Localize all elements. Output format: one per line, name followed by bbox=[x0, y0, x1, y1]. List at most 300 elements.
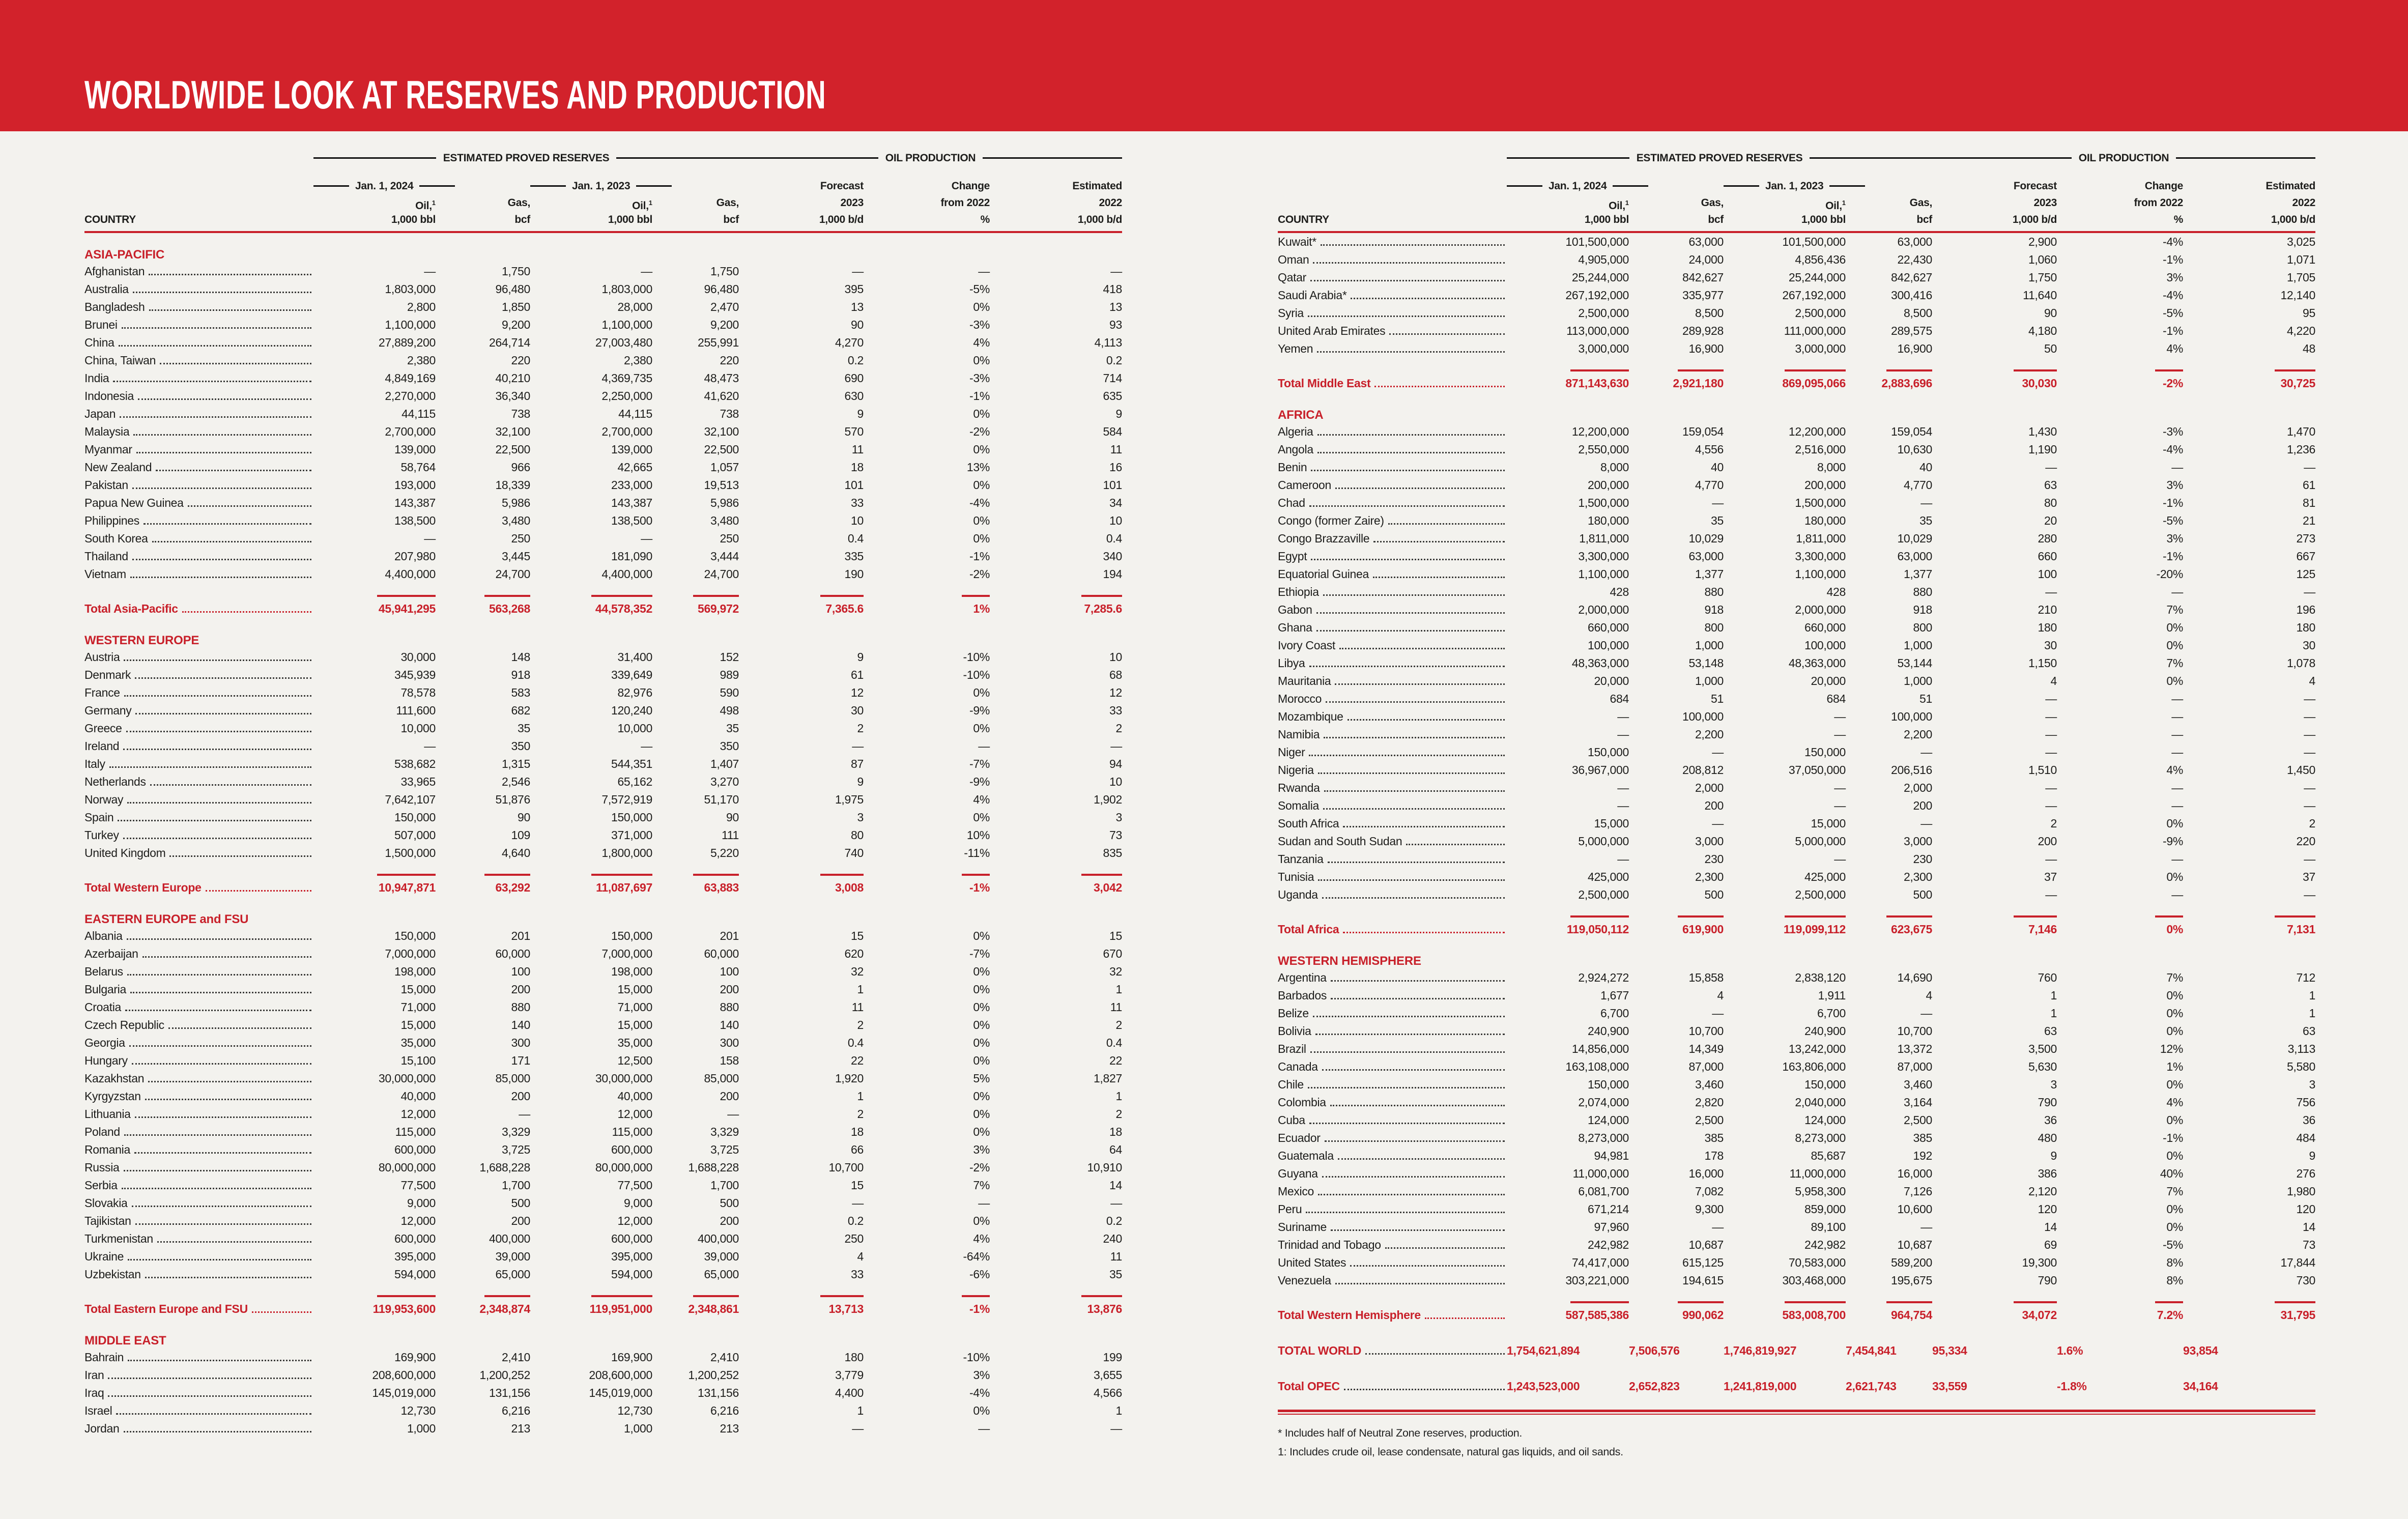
dot-leader bbox=[152, 541, 311, 542]
value-cell: 5,220 bbox=[710, 846, 739, 859]
total-rule-bar bbox=[1678, 1301, 1724, 1303]
country-cell: Japan bbox=[84, 405, 313, 423]
value-cell: 1,150 bbox=[2028, 656, 2057, 670]
value-cell: 12,730 bbox=[400, 1404, 436, 1417]
value-cell: 2,000 bbox=[1695, 781, 1724, 794]
total-row bbox=[84, 1299, 1122, 1319]
value-cell: 880 bbox=[511, 1000, 530, 1014]
value-cell: 200 bbox=[2038, 835, 2057, 848]
value-cell: 178 bbox=[1704, 1149, 1724, 1162]
country-cell: Czech Republic bbox=[84, 1016, 313, 1034]
value-cell: — bbox=[978, 265, 990, 278]
table-row bbox=[84, 405, 1122, 423]
value-cell: 80,000,000 bbox=[378, 1161, 436, 1174]
value-cell: 2,546 bbox=[501, 775, 530, 788]
value-cell: 4% bbox=[973, 793, 990, 806]
value-cell: 1,500,000 bbox=[1795, 496, 1846, 509]
value-cell: 250 bbox=[844, 1232, 864, 1245]
country-cell: Lithuania bbox=[84, 1105, 313, 1123]
table-row bbox=[1278, 286, 2315, 304]
dot-leader bbox=[182, 611, 311, 613]
value-cell: -2% bbox=[2162, 377, 2183, 390]
value-cell: 5,000,000 bbox=[1795, 835, 1846, 848]
value-cell: — bbox=[2045, 585, 2057, 598]
value-cell: -3% bbox=[969, 318, 990, 331]
value-cell: 0% bbox=[973, 514, 990, 527]
value-cell: 400,000 bbox=[697, 1232, 739, 1245]
value-cell: 1,078 bbox=[2286, 656, 2315, 670]
value-cell: 32 bbox=[851, 965, 864, 978]
country-cell: Cuba bbox=[1278, 1111, 1507, 1129]
value-cell: — bbox=[2171, 781, 2183, 794]
value-cell: 163,108,000 bbox=[1565, 1060, 1629, 1073]
value-cell: 0% bbox=[973, 354, 990, 367]
value-cell: 208,600,000 bbox=[372, 1368, 436, 1382]
value-cell: 990,062 bbox=[1682, 1308, 1724, 1322]
value-cell: 1,677 bbox=[1600, 989, 1629, 1002]
value-cell: — bbox=[2304, 728, 2315, 741]
country-cell: Papua New Guinea bbox=[84, 494, 313, 512]
value-cell: 14,690 bbox=[1897, 971, 1932, 984]
value-cell: 859,000 bbox=[1804, 1202, 1846, 1216]
value-cell: 6,700 bbox=[1817, 1007, 1846, 1020]
value-cell: 3,042 bbox=[1093, 881, 1122, 894]
value-cell: 1,803,000 bbox=[601, 282, 652, 296]
value-cell: 371,000 bbox=[611, 828, 652, 842]
pct-unit-label: % bbox=[980, 214, 990, 225]
value-cell: 169,900 bbox=[611, 1351, 652, 1364]
dot-leader bbox=[109, 766, 311, 768]
value-cell: 4 bbox=[1717, 989, 1724, 1002]
dot-leader bbox=[142, 956, 311, 958]
value-cell: 842,627 bbox=[1890, 271, 1932, 284]
value-cell: 96,480 bbox=[495, 282, 530, 296]
change-label: Change bbox=[951, 180, 990, 192]
value-cell: 15 bbox=[851, 1179, 864, 1192]
value-cell: 255,991 bbox=[697, 336, 739, 349]
value-cell: 150,000 bbox=[611, 811, 652, 824]
dot-leader bbox=[1335, 683, 1505, 685]
value-cell: 1,100,000 bbox=[601, 318, 652, 331]
value-cell: 200 bbox=[511, 1214, 530, 1227]
value-cell: 0.4 bbox=[1106, 1036, 1122, 1049]
value-cell: 1,057 bbox=[710, 461, 739, 474]
value-cell: 300 bbox=[511, 1036, 530, 1049]
value-cell: 63,000 bbox=[1688, 235, 1724, 248]
value-cell: 120 bbox=[2296, 1202, 2315, 1216]
value-cell: 18 bbox=[851, 461, 864, 474]
dot-leader bbox=[1425, 1317, 1505, 1319]
dot-leader bbox=[1315, 1034, 1505, 1035]
value-cell: 73 bbox=[2303, 1238, 2315, 1251]
bbl-unit-label: 1,000 bbl bbox=[608, 214, 652, 225]
value-cell: 918 bbox=[511, 668, 530, 681]
table-row bbox=[1278, 530, 2315, 548]
country-cell: Poland bbox=[84, 1123, 313, 1141]
value-cell: 30,000,000 bbox=[595, 1072, 652, 1085]
value-cell: 8,500 bbox=[1695, 306, 1724, 320]
value-cell: 386 bbox=[2038, 1167, 2057, 1180]
value-cell: 7% bbox=[973, 1179, 990, 1192]
value-cell: 150,000 bbox=[394, 929, 436, 942]
value-cell: 2,500 bbox=[1903, 1113, 1932, 1127]
dot-leader bbox=[168, 1027, 311, 1029]
dot-leader bbox=[127, 974, 311, 976]
value-cell: -20% bbox=[2156, 567, 2183, 581]
table-row bbox=[1278, 494, 2315, 512]
country-cell: Guatemala bbox=[1278, 1147, 1507, 1165]
dot-leader bbox=[132, 488, 311, 489]
country-cell: Romania bbox=[84, 1141, 313, 1159]
value-cell: 615,125 bbox=[1682, 1256, 1724, 1269]
table-row bbox=[1278, 251, 2315, 269]
value-cell: 880 bbox=[1913, 585, 1932, 598]
value-cell: 9,300 bbox=[1695, 1202, 1724, 1216]
value-cell: 22 bbox=[1109, 1054, 1122, 1067]
value-cell: 4,849,169 bbox=[385, 371, 436, 385]
value-cell: 31,795 bbox=[2280, 1308, 2315, 1322]
estimated-label: Estimated bbox=[1072, 180, 1122, 192]
gas-col-label: Gas, bbox=[1701, 197, 1724, 209]
value-cell: — bbox=[1110, 1422, 1122, 1435]
value-cell: 500 bbox=[511, 1196, 530, 1210]
total-rule-bar bbox=[693, 595, 739, 597]
value-cell: 1,450 bbox=[2286, 763, 2315, 777]
table-row bbox=[1278, 637, 2315, 654]
value-cell: 240,900 bbox=[1804, 1024, 1846, 1038]
value-cell: 242,982 bbox=[1587, 1238, 1629, 1251]
table-row bbox=[1278, 672, 2315, 690]
value-cell: 11,000,000 bbox=[1572, 1167, 1629, 1180]
country-cell: Russia bbox=[84, 1159, 313, 1177]
value-cell: 25,244,000 bbox=[1788, 271, 1846, 284]
total-rule-bar bbox=[1886, 1301, 1932, 1303]
total-rule-bar bbox=[1785, 1301, 1846, 1303]
dot-leader bbox=[1317, 452, 1505, 453]
value-cell: 3,025 bbox=[2286, 235, 2315, 248]
country-cell: Congo Brazzaville bbox=[1278, 530, 1507, 548]
bd-unit-label: 1,000 b/d bbox=[2012, 214, 2057, 225]
value-cell: 1,920 bbox=[835, 1072, 864, 1085]
value-cell: 740 bbox=[844, 846, 864, 859]
country-cell: Ethiopia bbox=[1278, 583, 1507, 601]
value-cell: 2,621,743 bbox=[1846, 1380, 1897, 1393]
change-from-label: from 2022 bbox=[2134, 197, 2183, 209]
value-cell: 16,000 bbox=[1897, 1167, 1932, 1180]
value-cell: 64 bbox=[1109, 1143, 1122, 1156]
value-cell: — bbox=[2304, 888, 2315, 901]
value-cell: 690 bbox=[844, 371, 864, 385]
value-cell: — bbox=[727, 1107, 739, 1121]
value-cell: 145,019,000 bbox=[589, 1386, 652, 1399]
country-cell: Bahrain bbox=[84, 1349, 313, 1366]
value-cell: 194,615 bbox=[1682, 1274, 1724, 1287]
value-cell: 2,800 bbox=[407, 300, 436, 313]
value-cell: — bbox=[1920, 1220, 1932, 1234]
value-cell: 7,454,841 bbox=[1846, 1344, 1897, 1357]
country-cell: Greece bbox=[84, 720, 313, 737]
dot-leader bbox=[124, 695, 311, 697]
value-cell: 138,500 bbox=[611, 514, 652, 527]
value-cell: 289,928 bbox=[1682, 324, 1724, 337]
value-cell: -1% bbox=[969, 389, 990, 403]
dot-leader bbox=[133, 292, 311, 293]
value-cell: 273 bbox=[2296, 532, 2315, 545]
table-row bbox=[84, 387, 1122, 405]
value-cell: 101 bbox=[844, 478, 864, 492]
table-row bbox=[84, 737, 1122, 755]
total-rule-bar bbox=[591, 1295, 652, 1297]
value-cell: 280 bbox=[2038, 532, 2057, 545]
value-cell: 3,000 bbox=[1695, 835, 1724, 848]
value-cell: 40 bbox=[1711, 461, 1724, 474]
dot-leader bbox=[127, 938, 311, 940]
value-cell: 1,315 bbox=[501, 757, 530, 770]
dot-leader bbox=[124, 660, 311, 661]
country-cell: Benin bbox=[1278, 458, 1507, 476]
value-cell: 1,750 bbox=[710, 265, 739, 278]
country-cell: Philippines bbox=[84, 512, 313, 530]
country-cell: TOTAL WORLD bbox=[1278, 1340, 1507, 1361]
country-cell: Bolivia bbox=[1278, 1022, 1507, 1040]
table-row bbox=[84, 1123, 1122, 1141]
value-cell: -10% bbox=[963, 650, 990, 664]
total-rule-bar bbox=[2014, 1301, 2057, 1303]
dot-leader bbox=[136, 452, 311, 453]
value-cell: — bbox=[2171, 585, 2183, 598]
country-cell: United Kingdom bbox=[84, 844, 313, 862]
value-cell: 4,113 bbox=[1094, 336, 1122, 349]
dot-leader bbox=[1325, 1140, 1505, 1142]
value-cell: 220 bbox=[720, 354, 739, 367]
bcf-unit-label: bcf bbox=[514, 214, 530, 225]
value-cell: — bbox=[2045, 746, 2057, 759]
dot-leader bbox=[1310, 1051, 1505, 1053]
value-cell: 190 bbox=[844, 567, 864, 581]
dot-leader bbox=[1308, 316, 1505, 317]
value-cell: 250 bbox=[511, 532, 530, 545]
table-row bbox=[1278, 1005, 2315, 1022]
country-cell: Canada bbox=[1278, 1058, 1507, 1076]
value-cell: 2,924,272 bbox=[1578, 971, 1629, 984]
value-cell: 3,000 bbox=[1903, 835, 1932, 848]
table-row bbox=[84, 773, 1122, 791]
value-cell: 2,348,861 bbox=[688, 1302, 739, 1315]
left-table-header bbox=[84, 152, 1122, 233]
value-cell: 200,000 bbox=[1587, 478, 1629, 492]
value-cell: 250 bbox=[720, 532, 739, 545]
total-block bbox=[84, 585, 1122, 619]
value-cell: 193,000 bbox=[394, 478, 436, 492]
value-cell: 18,339 bbox=[495, 478, 530, 492]
value-cell: 869,095,066 bbox=[1782, 377, 1846, 390]
country-cell: Somalia bbox=[1278, 797, 1507, 815]
value-cell: — bbox=[2171, 888, 2183, 901]
value-cell: 7.2% bbox=[2157, 1308, 2183, 1322]
value-cell: 9 bbox=[857, 650, 864, 664]
value-cell: 2,270,000 bbox=[385, 389, 436, 403]
value-cell: 790 bbox=[2038, 1274, 2057, 1287]
value-cell: 480 bbox=[2038, 1131, 2057, 1144]
value-cell: 9 bbox=[2309, 1149, 2315, 1162]
value-cell: 842,627 bbox=[1682, 271, 1724, 284]
jan-2023-label: Jan. 1, 2023 bbox=[1724, 180, 1932, 192]
total-rule-bar bbox=[1886, 369, 1932, 371]
header-rule bbox=[84, 231, 1122, 233]
oil-col-label: Oil,$^1$ bbox=[1825, 199, 1846, 212]
country-cell: Azerbaijan bbox=[84, 945, 313, 963]
value-cell: — bbox=[1617, 710, 1629, 723]
dot-leader bbox=[1331, 998, 1505, 999]
dot-leader bbox=[150, 784, 311, 786]
value-cell: 10,630 bbox=[1897, 443, 1932, 456]
country-cell: Egypt bbox=[1278, 548, 1507, 565]
forecast-label: Forecast bbox=[820, 180, 864, 192]
dot-leader bbox=[1331, 1229, 1505, 1231]
country-col-label: COUNTRY bbox=[1278, 214, 1329, 225]
value-cell: 44,115 bbox=[618, 407, 652, 420]
value-cell: 180 bbox=[2038, 621, 2057, 634]
value-cell: 660,000 bbox=[1587, 621, 1629, 634]
value-cell: 120,240 bbox=[611, 704, 652, 717]
value-cell: 143,387 bbox=[394, 496, 436, 509]
value-cell: 428 bbox=[1826, 585, 1846, 598]
value-cell: 10% bbox=[966, 828, 990, 842]
value-cell: 150,000 bbox=[611, 929, 652, 942]
value-cell: 2,000 bbox=[1903, 781, 1932, 794]
value-cell: 159,054 bbox=[1682, 425, 1724, 438]
value-cell: 34,164 bbox=[2183, 1380, 2218, 1393]
country-cell: Libya bbox=[1278, 654, 1507, 672]
value-cell: 989 bbox=[720, 668, 739, 681]
value-cell: 7,365.6 bbox=[825, 602, 864, 615]
value-cell: 30,000 bbox=[400, 650, 436, 664]
value-cell: 17,844 bbox=[2280, 1256, 2315, 1269]
value-cell: — bbox=[1920, 746, 1932, 759]
bbl-unit-label: 1,000 bbl bbox=[1801, 214, 1846, 225]
dot-leader bbox=[206, 890, 311, 892]
value-cell: 0% bbox=[2166, 870, 2183, 883]
value-cell: 140 bbox=[511, 1018, 530, 1031]
value-cell: 0.2 bbox=[847, 354, 864, 367]
value-cell: — bbox=[1834, 728, 1846, 741]
total-rule-bar bbox=[377, 595, 436, 597]
dot-leader bbox=[169, 855, 311, 857]
value-cell: 111 bbox=[721, 828, 739, 842]
value-cell: 180 bbox=[2296, 621, 2315, 634]
value-cell: 880 bbox=[1704, 585, 1724, 598]
value-cell: 195,675 bbox=[1890, 1274, 1932, 1287]
value-cell: 13 bbox=[1109, 300, 1122, 313]
value-cell: 58,764 bbox=[400, 461, 436, 474]
jan-2024-label: Jan. 1, 2024 bbox=[1507, 180, 1724, 192]
value-cell: 93,854 bbox=[2183, 1344, 2218, 1357]
total-rule-bar bbox=[377, 874, 436, 876]
table-row bbox=[1278, 987, 2315, 1005]
value-cell: 8,000 bbox=[1600, 461, 1629, 474]
dot-leader bbox=[1317, 434, 1505, 436]
value-cell: 33,559 bbox=[1932, 1380, 1967, 1393]
table-row bbox=[1278, 476, 2315, 494]
value-cell: -3% bbox=[969, 371, 990, 385]
dot-leader bbox=[1322, 1176, 1505, 1178]
dot-leader bbox=[1388, 523, 1505, 525]
table-row bbox=[1278, 601, 2315, 619]
country-cell: Italy bbox=[84, 755, 313, 773]
value-cell: 111,000,000 bbox=[1784, 324, 1846, 337]
table-row bbox=[84, 263, 1122, 280]
value-cell: 339,649 bbox=[611, 668, 652, 681]
table-row bbox=[1278, 1129, 2315, 1147]
value-cell: 63 bbox=[2044, 478, 2057, 492]
value-cell: — bbox=[641, 739, 652, 753]
country-cell: Turkmenistan bbox=[84, 1230, 313, 1248]
dot-leader bbox=[1308, 1087, 1505, 1088]
value-cell: 30 bbox=[2303, 639, 2315, 652]
value-cell: -4% bbox=[2162, 443, 2183, 456]
value-cell: -1% bbox=[969, 1302, 990, 1315]
table-row bbox=[1278, 1218, 2315, 1236]
value-cell: — bbox=[2045, 781, 2057, 794]
value-cell: 40 bbox=[1919, 461, 1932, 474]
value-cell: 4 bbox=[1926, 989, 1932, 1002]
value-cell: — bbox=[2045, 728, 2057, 741]
dot-leader bbox=[119, 345, 311, 347]
value-cell: 12,200,000 bbox=[1788, 425, 1846, 438]
country-cell: Iran bbox=[84, 1366, 313, 1384]
value-cell: 4,566 bbox=[1093, 1386, 1122, 1399]
country-cell: Algeria bbox=[1278, 423, 1507, 441]
value-cell: 30 bbox=[851, 704, 864, 717]
value-cell: 80 bbox=[2044, 496, 2057, 509]
value-cell: 1 bbox=[2050, 1007, 2057, 1020]
country-cell: Rwanda bbox=[1278, 779, 1507, 797]
total-rule-bar bbox=[1785, 369, 1846, 371]
total-rule-bar bbox=[820, 874, 864, 876]
dot-leader bbox=[129, 1045, 311, 1047]
table-row bbox=[84, 369, 1122, 387]
country-cell: Vietnam bbox=[84, 565, 313, 583]
total-row bbox=[1278, 1305, 2315, 1325]
value-cell: 600,000 bbox=[394, 1232, 436, 1245]
table-row bbox=[1278, 548, 2315, 565]
value-cell: 15,000 bbox=[617, 1018, 652, 1031]
table-row bbox=[84, 1034, 1122, 1052]
value-cell: 7,131 bbox=[2286, 923, 2315, 936]
dot-leader bbox=[148, 1081, 311, 1082]
value-cell: 1,000 bbox=[1903, 674, 1932, 687]
value-cell: 2,500,000 bbox=[1578, 888, 1629, 901]
value-cell: 15,000 bbox=[400, 983, 436, 996]
dot-leader bbox=[1321, 244, 1505, 246]
value-cell: -7% bbox=[969, 947, 990, 960]
value-cell: 8,273,000 bbox=[1578, 1131, 1629, 1144]
table-row bbox=[84, 1402, 1122, 1420]
total-block bbox=[84, 864, 1122, 898]
country-cell: Uzbekistan bbox=[84, 1266, 313, 1283]
value-cell: 41,620 bbox=[704, 389, 739, 403]
dot-leader bbox=[1322, 1069, 1505, 1071]
value-cell: 500 bbox=[1913, 888, 1932, 901]
country-cell: France bbox=[84, 684, 313, 702]
value-cell: 158 bbox=[720, 1054, 739, 1067]
country-cell: Croatia bbox=[84, 998, 313, 1016]
value-cell: 139,000 bbox=[394, 443, 436, 456]
value-cell: — bbox=[641, 532, 652, 545]
country-cell: Ukraine bbox=[84, 1248, 313, 1266]
value-cell: -5% bbox=[2162, 306, 2183, 320]
value-cell: — bbox=[978, 1422, 990, 1435]
